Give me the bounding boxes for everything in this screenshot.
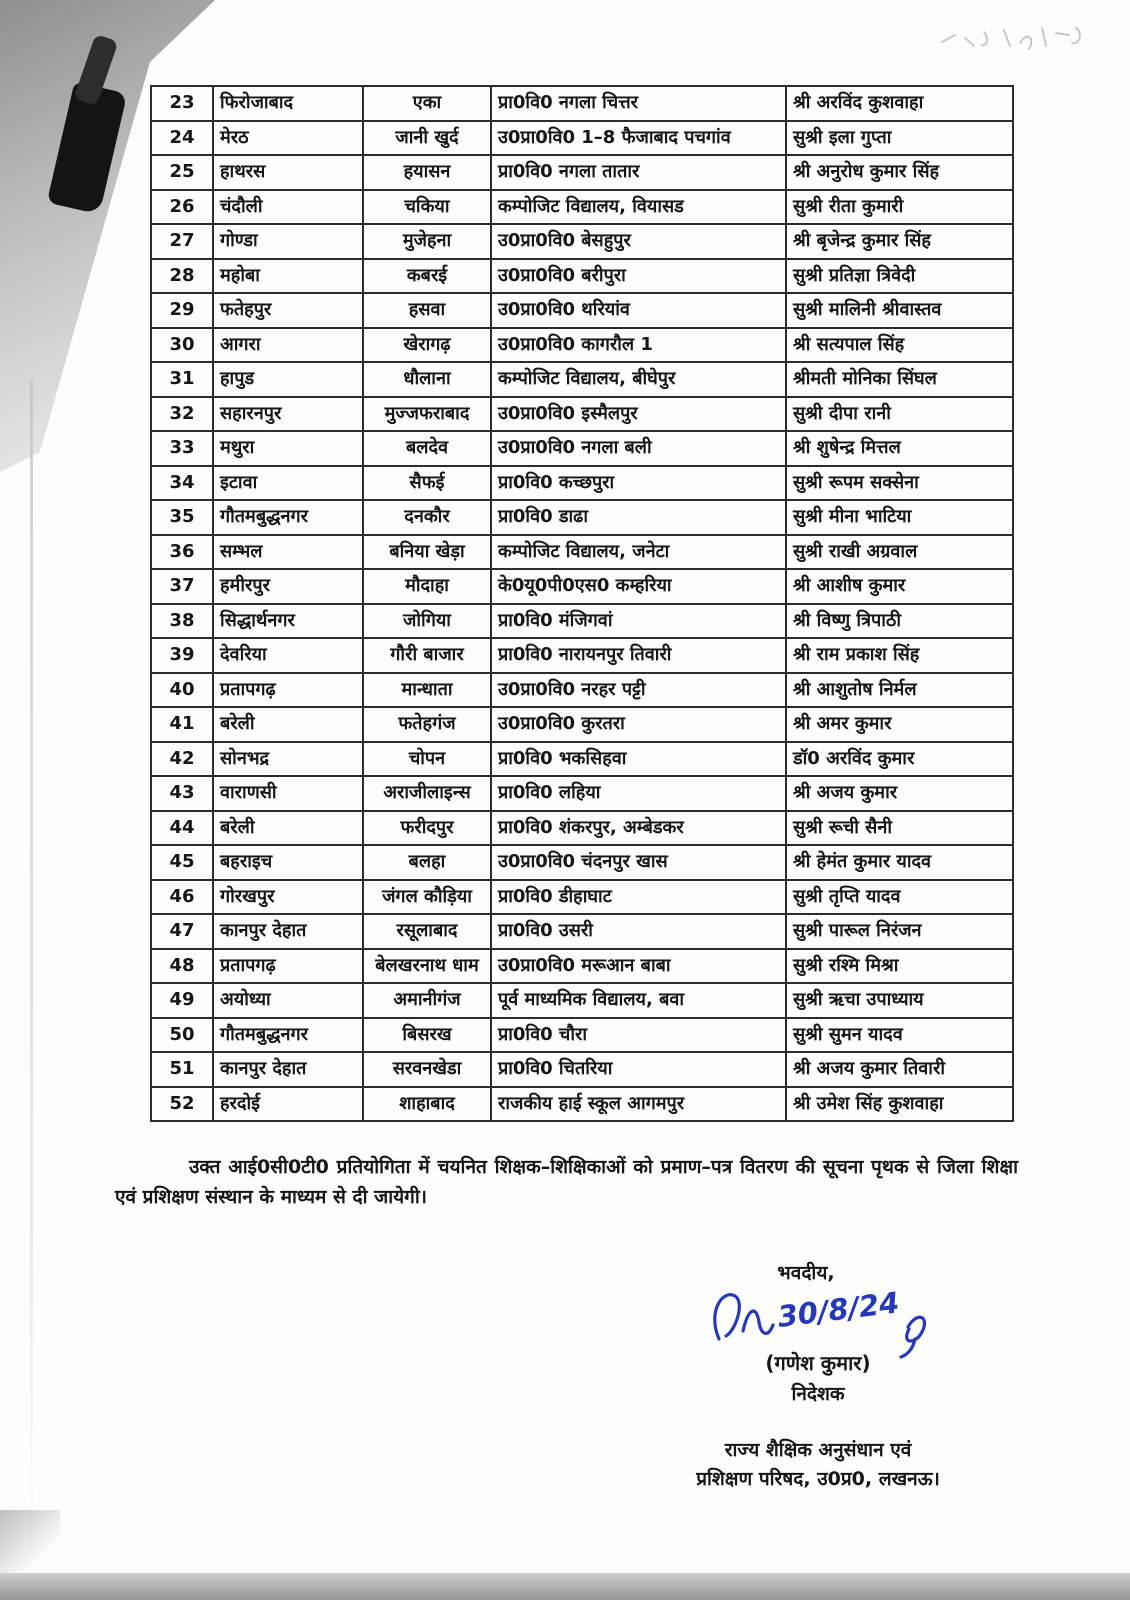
cell-district: महोबा: [213, 259, 363, 294]
cell-sno: 26: [151, 190, 213, 225]
cell-block: रसूलाबाद: [363, 914, 491, 949]
table-row: [151, 500, 1013, 535]
table-row: [151, 535, 1013, 570]
cell-school: प्रा0वि0 नारायनपुर तिवारी: [491, 638, 786, 673]
table-row: [151, 673, 1013, 708]
signature-scrawl: [703, 1281, 933, 1359]
cell-sno: 23: [151, 86, 213, 121]
cell-school: उ0प्रा0वि0 बरीपुरा: [491, 259, 786, 294]
cell-district: सहारनपुर: [213, 397, 363, 432]
cell-sno: 42: [151, 742, 213, 777]
cell-sno: 33: [151, 431, 213, 466]
cell-school: राजकीय हाई स्कूल आगमपुर: [491, 1087, 786, 1122]
table-row: [151, 466, 1013, 501]
cell-sno: 35: [151, 500, 213, 535]
cell-school: उ0प्रा0वि0 इस्मैलपुर: [491, 397, 786, 432]
signatory-designation: निदेशक: [791, 1382, 845, 1405]
table-row: [151, 224, 1013, 259]
cell-teacher: सुश्री रीता कुमारी: [786, 190, 1013, 225]
table-row: [151, 86, 1013, 121]
cell-teacher: सुश्री रश्मि मिश्रा: [786, 949, 1013, 984]
cell-block: चकिया: [363, 190, 491, 225]
cell-teacher: श्री आशुतोष निर्मल: [786, 673, 1013, 708]
cell-school: प्रा0वि0 भकसिहवा: [491, 742, 786, 777]
cell-block: सरवनखेडा: [363, 1052, 491, 1087]
cell-sno: 31: [151, 362, 213, 397]
cell-district: फतेहपुर: [213, 293, 363, 328]
cell-block: बलहा: [363, 845, 491, 880]
cell-teacher: श्री शुषेन्द्र मित्तल: [786, 431, 1013, 466]
cell-teacher: श्री अजय कुमार: [786, 776, 1013, 811]
table-row: [151, 845, 1013, 880]
table-row: [151, 569, 1013, 604]
table-row: [151, 190, 1013, 225]
cell-sno: 25: [151, 155, 213, 190]
cell-school: प्रा0वि0 कच्छपुरा: [491, 466, 786, 501]
cell-block: कबरई: [363, 259, 491, 294]
cell-district: गोरखपुर: [213, 880, 363, 915]
cell-district: मेरठ: [213, 121, 363, 156]
cell-block: मान्धाता: [363, 673, 491, 708]
cell-school: प्रा0वि0 शंकरपुर, अम्बेडकर: [491, 811, 786, 846]
cell-sno: 44: [151, 811, 213, 846]
cell-sno: 41: [151, 707, 213, 742]
cell-school: उ0प्रा0वि0 1–8 फैजाबाद पचगांव: [491, 121, 786, 156]
cell-school: पूर्व माध्यमिक विद्यालय, बवा: [491, 983, 786, 1018]
cell-sno: 34: [151, 466, 213, 501]
cell-school: प्रा0वि0 चौरा: [491, 1018, 786, 1053]
cell-teacher: सुश्री तृप्ति यादव: [786, 880, 1013, 915]
cell-district: प्रतापगढ़: [213, 949, 363, 984]
cell-block: खेरागढ़: [363, 328, 491, 363]
cell-sno: 52: [151, 1087, 213, 1122]
cell-school: उ0प्रा0वि0 कुरतरा: [491, 707, 786, 742]
table-body: [151, 86, 1013, 1121]
cell-block: जानी खुर्द: [363, 121, 491, 156]
cell-school: प्रा0वि0 डीहाघाट: [491, 880, 786, 915]
cell-school: प्रा0वि0 डाढा: [491, 500, 786, 535]
cell-block: फतेहगंज: [363, 707, 491, 742]
cell-district: वाराणसी: [213, 776, 363, 811]
cell-block: मुजेहना: [363, 224, 491, 259]
table-row: [151, 949, 1013, 984]
table-row: [151, 742, 1013, 777]
cell-school: प्रा0वि0 मंजिगवां: [491, 604, 786, 639]
cell-teacher: श्री अनुरोध कुमार सिंह: [786, 155, 1013, 190]
table-row: [151, 776, 1013, 811]
selected-teachers-table: [150, 85, 1014, 1122]
cell-district: कानपुर देहात: [213, 1052, 363, 1087]
table-row: [151, 1018, 1013, 1053]
table-row: [151, 362, 1013, 397]
salutation: भवदीय,: [777, 1261, 835, 1284]
table-row: [151, 121, 1013, 156]
cell-teacher: श्री सत्यपाल सिंह: [786, 328, 1013, 363]
cell-teacher: सुश्री दीपा रानी: [786, 397, 1013, 432]
table-row: [151, 397, 1013, 432]
cell-block: जंगल कौड़िया: [363, 880, 491, 915]
cell-district: हाथरस: [213, 155, 363, 190]
cell-district: चंदौली: [213, 190, 363, 225]
cell-school: कम्पोजिट विद्यालय, वियासड: [491, 190, 786, 225]
cell-teacher: डॉ0 अरविंद कुमार: [786, 742, 1013, 777]
cell-school: उ0प्रा0वि0 थरियांव: [491, 293, 786, 328]
cell-teacher: श्री बृजेन्द्र कुमार सिंह: [786, 224, 1013, 259]
table-row: [151, 259, 1013, 294]
table-row: [151, 1052, 1013, 1087]
table-row: [151, 431, 1013, 466]
cell-teacher: श्री अजय कुमार तिवारी: [786, 1052, 1013, 1087]
table-row: [151, 880, 1013, 915]
cell-school: के0यू0पी0एस0 कम्हरिया: [491, 569, 786, 604]
cell-block: बिसरख: [363, 1018, 491, 1053]
cell-district: सिद्धार्थनगर: [213, 604, 363, 639]
cell-block: बनिया खेड़ा: [363, 535, 491, 570]
cell-school: प्रा0वि0 लहिया: [491, 776, 786, 811]
cell-sno: 50: [151, 1018, 213, 1053]
table-row: [151, 983, 1013, 1018]
cell-district: फिरोजाबाद: [213, 86, 363, 121]
cell-block: चोपन: [363, 742, 491, 777]
cell-district: बरेली: [213, 811, 363, 846]
cell-block: अराजीलाइन्स: [363, 776, 491, 811]
cell-block: गौरी बाजार: [363, 638, 491, 673]
cell-teacher: सुश्री मीना भाटिया: [786, 500, 1013, 535]
cell-teacher: सुश्री पारूल निरंजन: [786, 914, 1013, 949]
cell-sno: 32: [151, 397, 213, 432]
cell-teacher: श्री उमेश सिंह कुशवाहा: [786, 1087, 1013, 1122]
cell-block: एका: [363, 86, 491, 121]
cell-district: हापुड: [213, 362, 363, 397]
signature-date-text: 30/8/24: [775, 1285, 902, 1334]
table-row: [151, 1087, 1013, 1122]
cell-teacher: सुश्री प्रतिज्ञा त्रिवेदी: [786, 259, 1013, 294]
cell-block: हसवा: [363, 293, 491, 328]
cell-district: देवरिया: [213, 638, 363, 673]
cell-block: दनकौर: [363, 500, 491, 535]
signatory-name: (गणेश कुमार): [765, 1350, 871, 1375]
cell-teacher: श्री राम प्रकाश सिंह: [786, 638, 1013, 673]
cell-school: कम्पोजिट विद्यालय, जनेटा: [491, 535, 786, 570]
cell-sno: 30: [151, 328, 213, 363]
cell-teacher: सुश्री रूची सैनी: [786, 811, 1013, 846]
cell-sno: 39: [151, 638, 213, 673]
cell-sno: 37: [151, 569, 213, 604]
cell-sno: 48: [151, 949, 213, 984]
cell-school: प्रा0वि0 नगला तातार: [491, 155, 786, 190]
table-row: [151, 707, 1013, 742]
table-row: [151, 914, 1013, 949]
cell-teacher: श्री विष्णु त्रिपाठी: [786, 604, 1013, 639]
cell-district: सम्भल: [213, 535, 363, 570]
cell-sno: 36: [151, 535, 213, 570]
cell-block: शाहाबाद: [363, 1087, 491, 1122]
cell-block: धौलाना: [363, 362, 491, 397]
cell-district: बहराइच: [213, 845, 363, 880]
cell-block: मुज्जफराबाद: [363, 397, 491, 432]
cell-school: प्रा0वि0 चितरिया: [491, 1052, 786, 1087]
cell-block: जोगिया: [363, 604, 491, 639]
cell-district: गौतमबुद्धनगर: [213, 1018, 363, 1053]
cell-district: कानपुर देहात: [213, 914, 363, 949]
cell-school: उ0प्रा0वि0 चंदनपुर खास: [491, 845, 786, 880]
cell-school: प्रा0वि0 उसरी: [491, 914, 786, 949]
cell-school: उ0प्रा0वि0 नगला बली: [491, 431, 786, 466]
table-row: [151, 811, 1013, 846]
cell-teacher: सुश्री ऋचा उपाध्याय: [786, 983, 1013, 1018]
cell-district: इटावा: [213, 466, 363, 501]
cell-sno: 24: [151, 121, 213, 156]
cell-sno: 49: [151, 983, 213, 1018]
cell-sno: 28: [151, 259, 213, 294]
cell-school: प्रा0वि0 नगला चित्तर: [491, 86, 786, 121]
cell-school: उ0प्रा0वि0 नरहर पट्टी: [491, 673, 786, 708]
cell-block: हयासन: [363, 155, 491, 190]
cell-teacher: सुश्री राखी अग्रवाल: [786, 535, 1013, 570]
cell-teacher: श्रीमती मोनिका सिंघल: [786, 362, 1013, 397]
cell-district: प्रतापगढ़: [213, 673, 363, 708]
cell-teacher: सुश्री इला गुप्ता: [786, 121, 1013, 156]
cell-district: हमीरपुर: [213, 569, 363, 604]
cell-teacher: श्री आशीष कुमार: [786, 569, 1013, 604]
cell-block: बेलखरनाथ धाम: [363, 949, 491, 984]
cell-school: उ0प्रा0वि0 मरूआन बाबा: [491, 949, 786, 984]
table-row: [151, 293, 1013, 328]
cell-block: बलदेव: [363, 431, 491, 466]
cell-teacher: श्री हेमंत कुमार यादव: [786, 845, 1013, 880]
cell-district: मथुरा: [213, 431, 363, 466]
cell-teacher: सुश्री रूपम सक्सेना: [786, 466, 1013, 501]
closing-paragraph: उक्त आई0सी0टी0 प्रतियोगिता में चयनित शिक्षक–शिक्षिकाओं को प्रमाण–पत्र वितरण की सूचना पृथक से जिला शिक्षा एवं प्रशिक्षण संस्थान के माध्यम से दी जायेगी।: [115, 1156, 1018, 1209]
cell-district: गौतमबुद्धनगर: [213, 500, 363, 535]
cell-sno: 45: [151, 845, 213, 880]
cell-teacher: श्री अमर कुमार: [786, 707, 1013, 742]
table-row: [151, 328, 1013, 363]
cell-sno: 43: [151, 776, 213, 811]
cell-block: मौदाहा: [363, 569, 491, 604]
cell-district: सोनभद्र: [213, 742, 363, 777]
cell-sno: 47: [151, 914, 213, 949]
cell-teacher: सुश्री सुमन यादव: [786, 1018, 1013, 1053]
cell-school: उ0प्रा0वि0 कागरौल 1: [491, 328, 786, 363]
cell-sno: 38: [151, 604, 213, 639]
cell-block: अमानीगंज: [363, 983, 491, 1018]
cell-school: कम्पोजिट विद्यालय, बीघेपुर: [491, 362, 786, 397]
cell-district: बरेली: [213, 707, 363, 742]
cell-teacher: सुश्री मालिनी श्रीवास्तव: [786, 293, 1013, 328]
cell-block: सैफई: [363, 466, 491, 501]
cell-school: उ0प्रा0वि0 बेसहुपुर: [491, 224, 786, 259]
cell-block: फरीदपुर: [363, 811, 491, 846]
cell-sno: 51: [151, 1052, 213, 1087]
table-row: [151, 604, 1013, 639]
cell-district: अयोध्या: [213, 983, 363, 1018]
cell-sno: 40: [151, 673, 213, 708]
table-row: [151, 155, 1013, 190]
cell-sno: 27: [151, 224, 213, 259]
cell-sno: 46: [151, 880, 213, 915]
organization-line-1: राज्य शैक्षिक अनुसंधान एवं: [724, 1438, 912, 1461]
cell-sno: 29: [151, 293, 213, 328]
cell-district: आगरा: [213, 328, 363, 363]
cell-teacher: श्री अरविंद कुशवाहा: [786, 86, 1013, 121]
cell-district: गोण्डा: [213, 224, 363, 259]
organization-line-2: प्रशिक्षण परिषद, उ0प्र0, लखनऊ।: [696, 1467, 940, 1490]
cell-district: हरदोई: [213, 1087, 363, 1122]
signature-block: [648, 1259, 988, 1491]
table-row: [151, 638, 1013, 673]
